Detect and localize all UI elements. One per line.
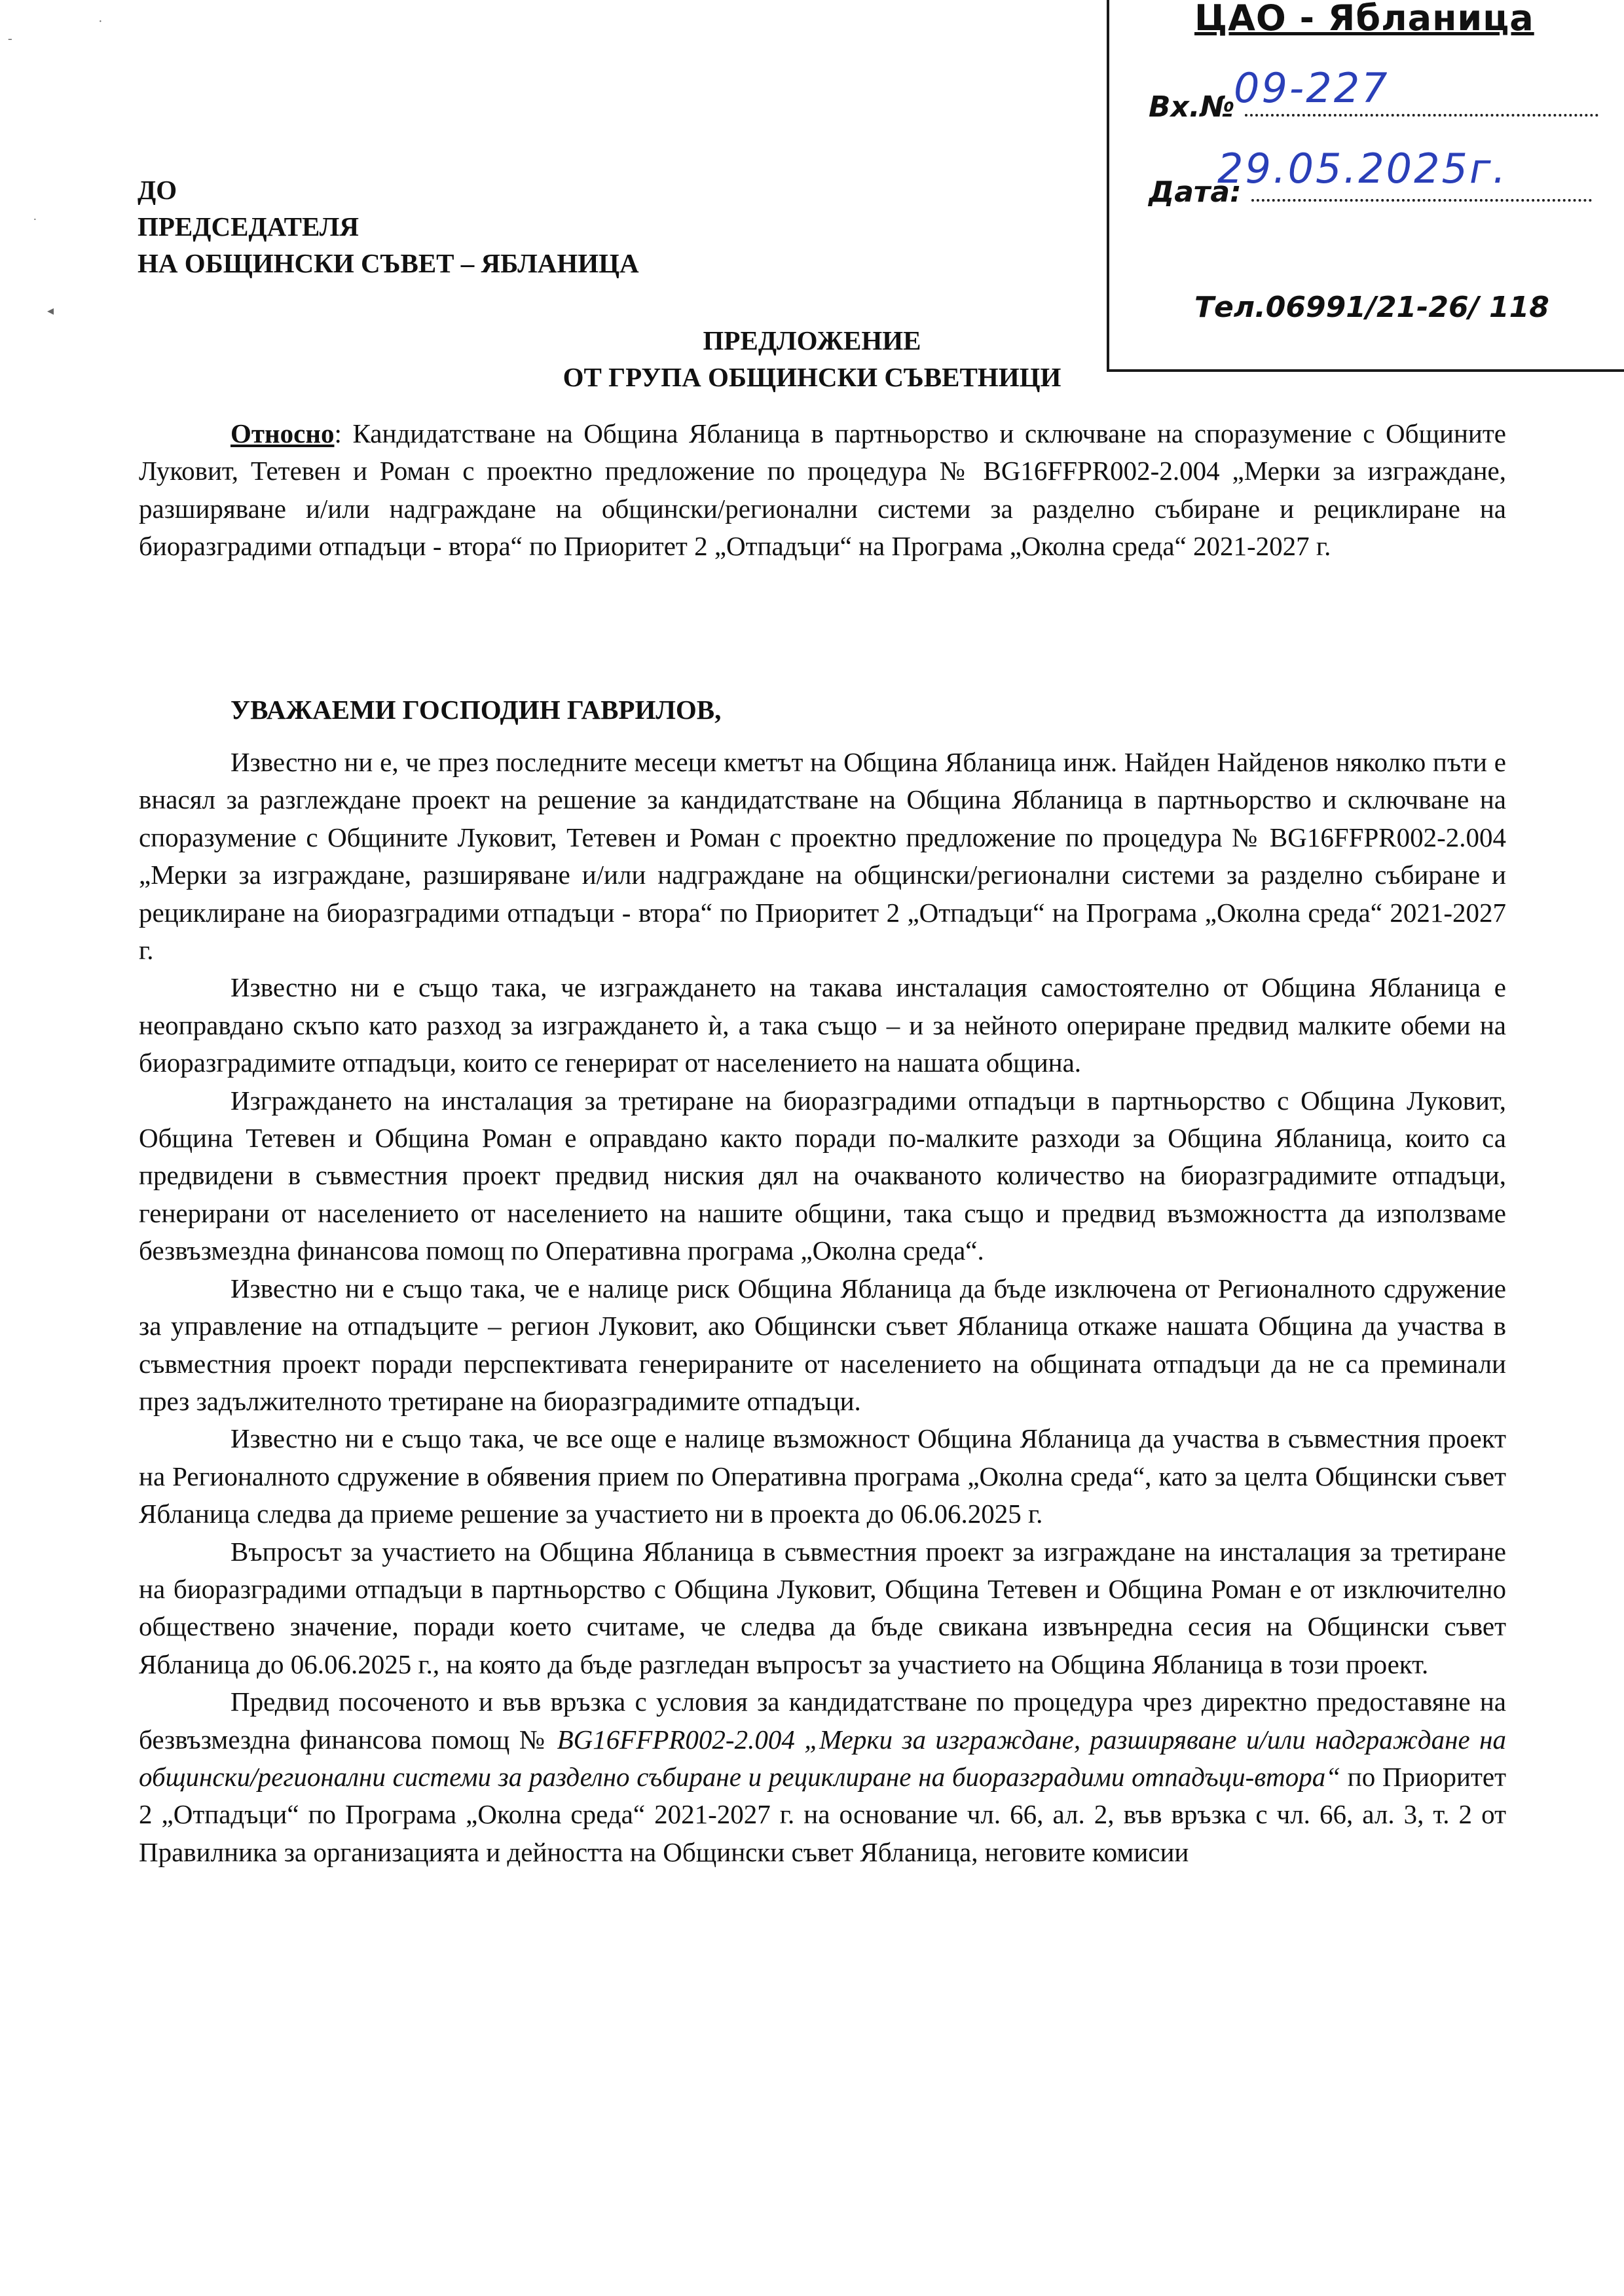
procedure-title-italic: BG16FFPR002-2.004 „Мерки за изграждане, разширяване и/или надграждане на общински/регионални системи за разделно събиране и рециклиране на биоразградими отпадъци-втора“ bbox=[139, 1724, 1506, 1792]
scan-speck: ˙ bbox=[33, 216, 37, 230]
body-paragraph: Известно ни е също така, че изграждането на такава инсталация самостоятелно от Община Ябланица е неоправдано скъпо като разход за изграждането ѝ, а така също – и за нейното опериране предвид малките обеми на биоразградимите отпадъци, които се генерират от населението на нашата община. bbox=[139, 972, 1506, 1078]
document-heading bbox=[0, 322, 1624, 395]
stamp-number-handwritten: 09-227 bbox=[1234, 64, 1390, 112]
body-text-run: по Приоритет 2 „Отпадъци“ по Програма „Околна среда“ 2021-2027 г. на основание чл. 66, ал. 2, във връзка с чл. 66, ал. 3, т. 2 от Правилника за организацията и дейността на Общински съвет Ябланица, неговите комисии bbox=[139, 1761, 1507, 1867]
body-paragraph: Известно ни е, че през последните месеци кметът на Община Ябланица инж. Найден Найденов няколко пъти е внасял за разглеждане проект на решение за кандидатстване на Община Ябланица в партньорство и сключване на споразумение с Общините Луковит, Тетевен и Роман с проектно предложение по процедура № BG16FFPR002-2.004 „Мерки за изграждане, разширяване и/или надграждане на общински/регионални системи за разделно събиране и рециклиране на биоразградими отпадъци - втора“ по Приоритет 2 „Отпадъци“ на Програма „Околна среда“ 2021-2027 г. bbox=[139, 747, 1506, 966]
body-text bbox=[139, 744, 1506, 1871]
addressee-block bbox=[138, 172, 639, 282]
addressee-line: НА ОБЩИНСКИ СЪВЕТ – ЯБЛАНИЦА bbox=[138, 248, 639, 278]
stamp-date-handwritten: 29.05.2025г. bbox=[1217, 145, 1508, 192]
scan-speck: ‑ bbox=[8, 31, 12, 46]
stamp-date-label: Дата: bbox=[1149, 175, 1242, 209]
addressee-line: ДО bbox=[138, 175, 177, 205]
stamp-phone: Тел.06991/21-26/ 118 bbox=[1194, 291, 1549, 324]
body-paragraph: Известно ни е също така, че все още е налице възможност Община Ябланица да участва в съвместния проект на Регионалното сдружение в обявения прием по Оперативна програма „Околна среда“, като за целта Общински съвет Ябланица следва да приеме решение за участието ни в проекта до 06.06.2025 г. bbox=[139, 1423, 1506, 1529]
body-text-run: Предвид посоченото и във връзка с условия за кандидатстване по процедура чрез директно предоставяне на безвъзмездна финансова помощ № bbox=[139, 1686, 1506, 1755]
scan-speck: ◂ bbox=[47, 304, 54, 318]
stamp-title: ЦАО - Ябланица bbox=[1194, 0, 1534, 39]
body-paragraph bbox=[139, 1683, 1506, 1871]
subject-text: : Кандидатстване на Община Ябланица в партньорство и сключване на споразумение с Общините Луковит, Тетевен и Роман с проектно предложение по процедура № BG16FFPR002-2.004 „Мерки за изграждане, разширяване и/или надграждане на общински/регионални системи за разделно събиране и рециклиране на биоразградими отпадъци - втора“ по Приоритет 2 „Отпадъци“ на Програма „Околна среда“ 2021-2027 г. bbox=[139, 418, 1506, 562]
scan-speck: · bbox=[98, 14, 103, 29]
body-paragraph: Въпросът за участието на Община Ябланица в съвместния проект за изграждане на инсталация за третиране на биоразградими отпадъци в партньорство с Община Луковит, Община Тетевен и Община Роман е от изключително обществено значение, поради което считаме, че следва да бъде свикана извънредна сесия на Общински съвет Ябланица до 06.06.2025 г., на която да бъде разгледан въпросът за участието на Община Ябланица в този проект. bbox=[139, 1536, 1506, 1679]
registration-stamp bbox=[1107, 0, 1624, 372]
subject-label: Относно bbox=[231, 418, 335, 448]
subject-block bbox=[139, 415, 1506, 566]
body-paragraph: Изграждането на инсталация за третиране на биоразградими отпадъци в партньорство с Община Луковит, Община Тетевен и Община Роман е оправдано както поради по-малките разходи за Община Ябланица, които са предвидени в съвместния проект предвид ниския дял на очакваното количество на биоразградимите отпадъци, генерирани от населението от населението на нашите общини, така също и предвид възможността да използваме безвъзмездна финансова помощ по Оперативна програма „Околна среда“. bbox=[139, 1085, 1506, 1266]
addressee-line: ПРЕДСЕДАТЕЛЯ bbox=[138, 211, 359, 242]
subject-paragraph bbox=[139, 415, 1506, 566]
salutation: УВАЖАЕМИ ГОСПОДИН ГАВРИЛОВ, bbox=[231, 695, 722, 725]
heading-title: ПРЕДЛОЖЕНИЕ bbox=[703, 325, 921, 355]
body-paragraph: Известно ни е също така, че е налице риск Община Ябланица да бъде изключена от Регионалното сдружение за управление на отпадъците – регион Луковит, ако Общински съвет Ябланица откаже нашата Община да участва в съвместния проект поради перспективата генерираните от населението на общината отпадъци да не са преминали през задължителното третиране на биоразградимите отпадъци. bbox=[139, 1273, 1506, 1416]
stamp-number-label: Вх.№ bbox=[1149, 90, 1235, 124]
heading-subtitle: ОТ ГРУПА ОБЩИНСКИ СЪВЕТНИЦИ bbox=[563, 362, 1061, 392]
